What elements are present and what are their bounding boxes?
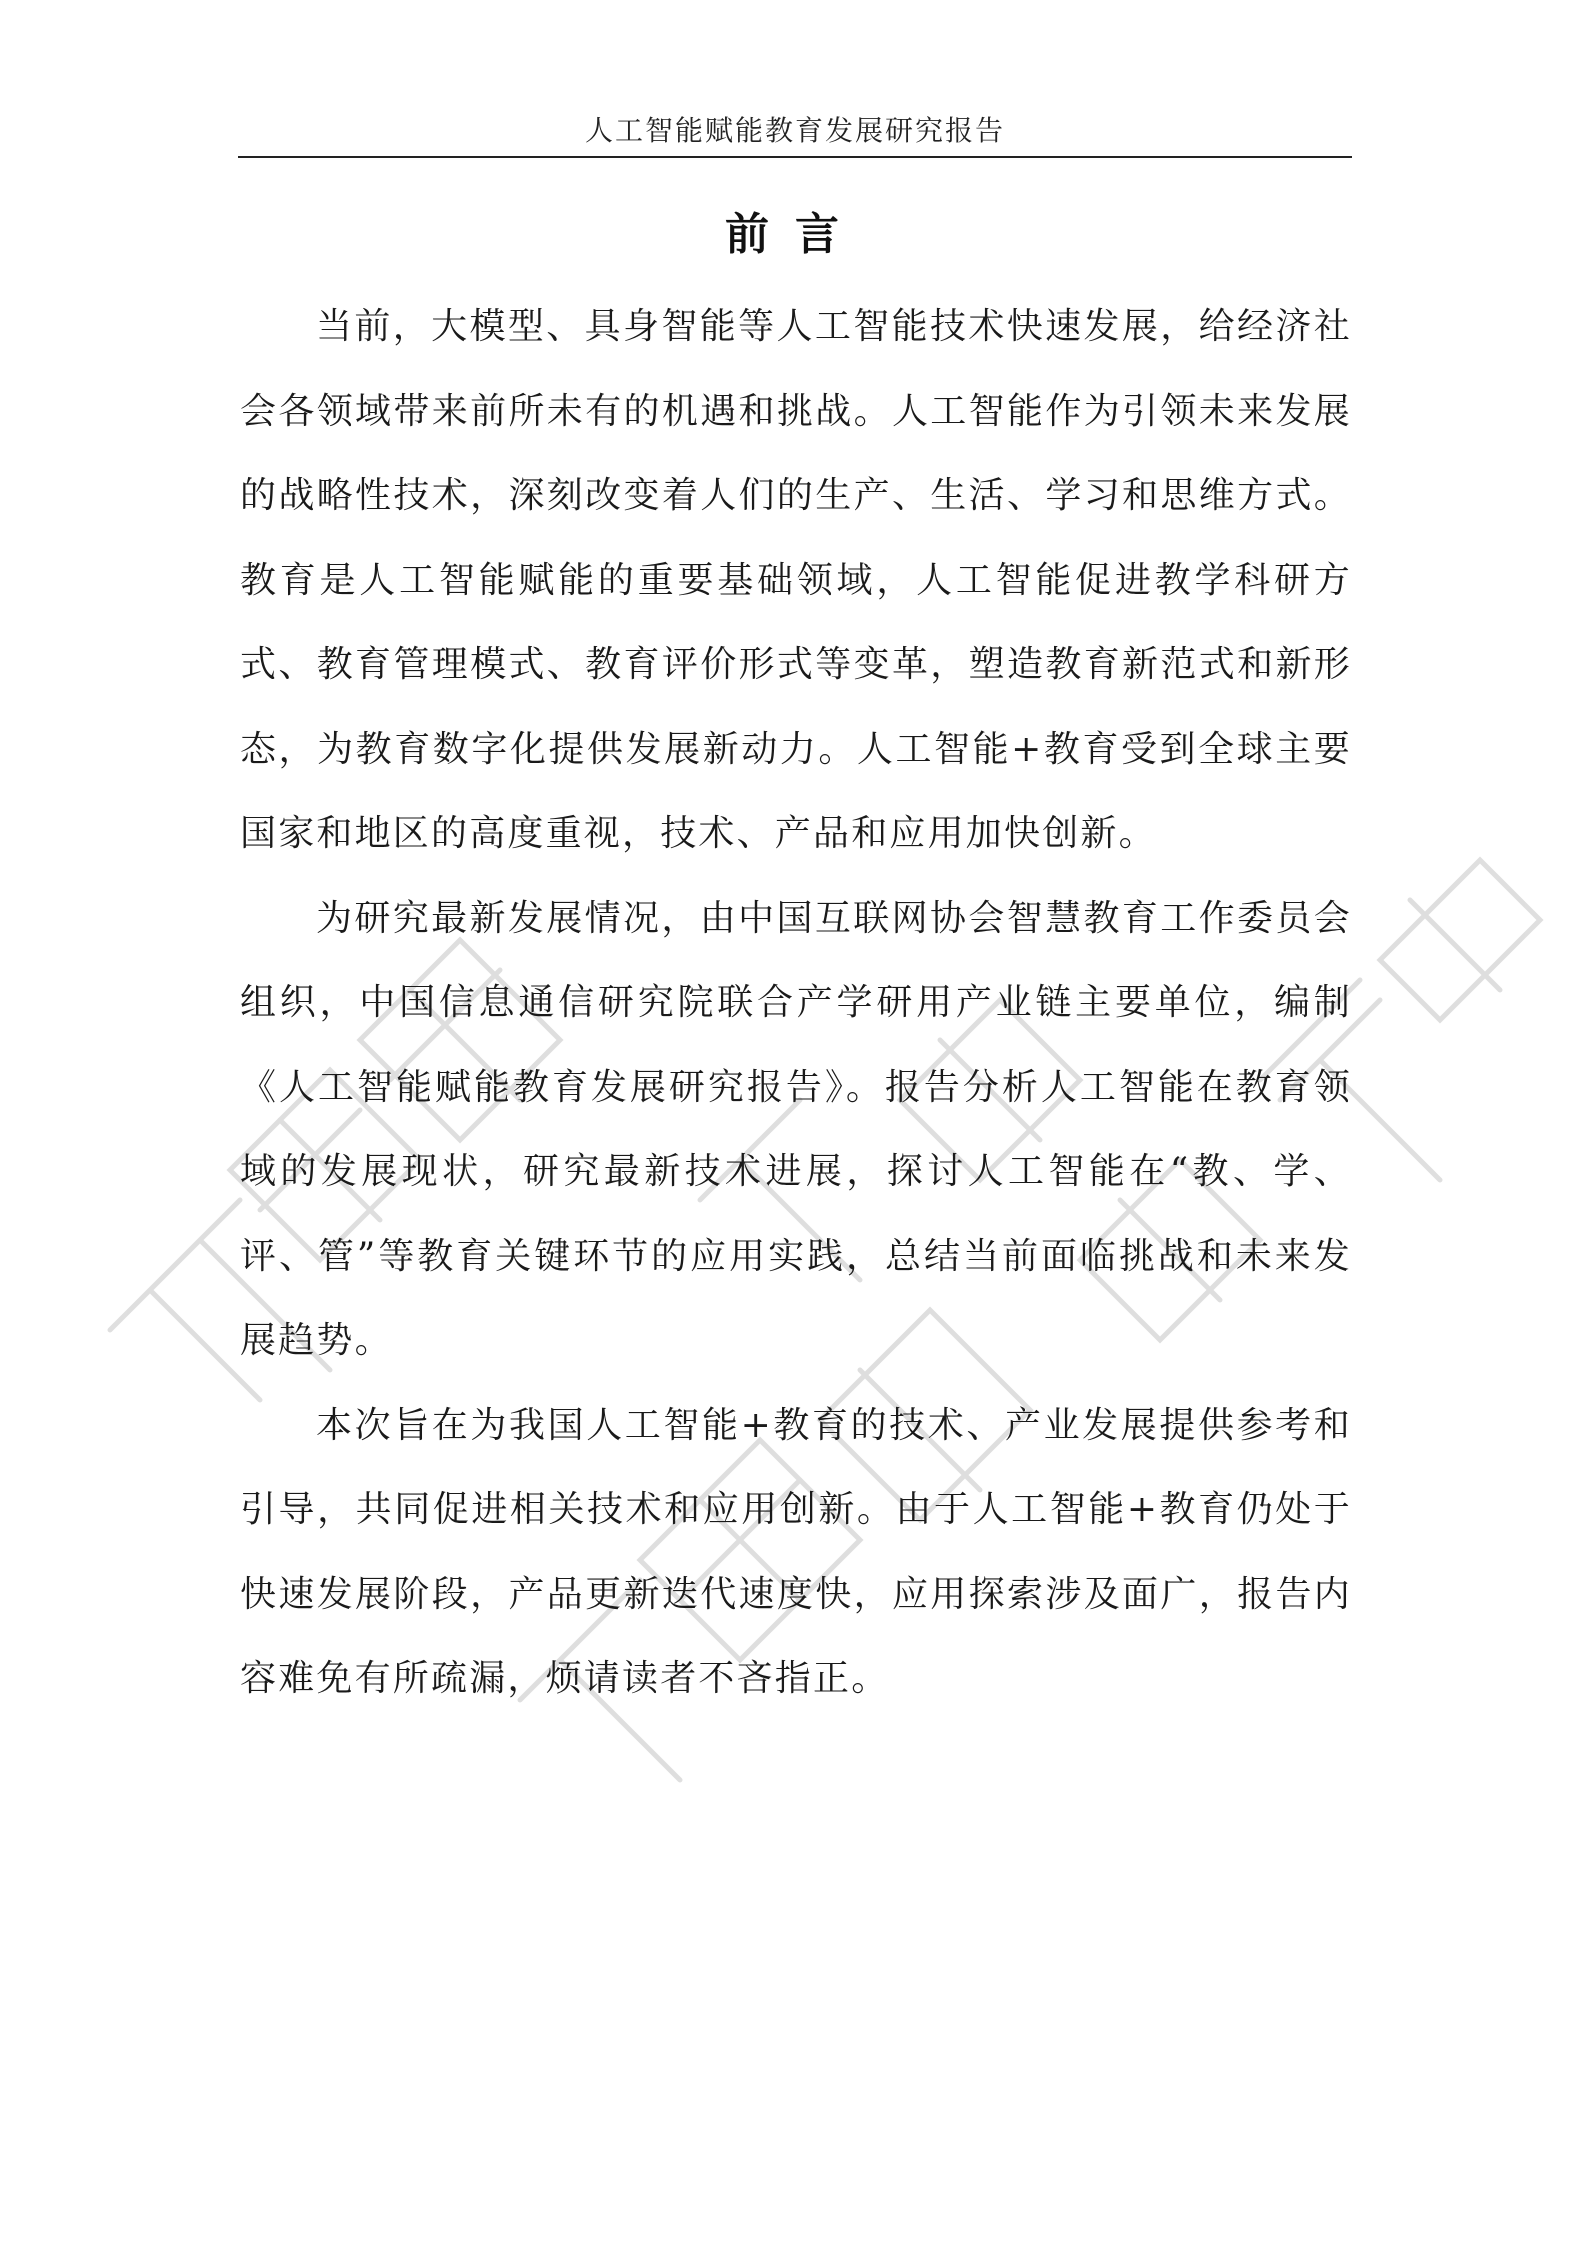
watermark-stroke	[1410, 900, 1500, 990]
paragraph: 本次旨在为我国人工智能+教育的技术、产业发展提供参考和引导，共同促进相关技术和应用创新。由于人工智能+教育仍处于快速发展阶段，产品更新迭代速度快，应用探索涉及面广，报告内容难免有所疏漏，烦请读者不吝指正。	[240, 1404, 1352, 1699]
watermark-stroke	[1380, 860, 1540, 1020]
body-text	[240, 285, 1352, 1722]
running-header: 人工智能赋能教育发展研究报告	[238, 110, 1352, 158]
paragraph: 为研究最新发展情况，由中国互联网协会智慧教育工作委员会组织，中国信息通信研究院联合产学研用产业链主要单位，编制《人工智能赋能教育发展研究报告》。报告分析人工智能在教育领域的发展现状，研究最新技术进展，探讨人工智能在“教、学、评、管”等教育关键环节的应用实践，总结当前面临挑战和未来发展趋势。	[240, 897, 1352, 1361]
page-title: 前言	[725, 209, 865, 260]
paragraph: 当前，大模型、具身智能等人工智能技术快速发展，给经济社会各领域带来前所未有的机遇和挑战。人工智能作为引领未来发展的战略性技术，深刻改变着人们的生产、生活、学习和思维方式。教育是人工智能赋能的重要基础领域，人工智能促进教学科研方式、教育管理模式、教育评价形式等变革，塑造教育新范式和新形态，为教育数字化提供发展新动力。人工智能+教育受到全球主要国家和地区的高度重视，技术、产品和应用加快创新。	[240, 306, 1352, 854]
